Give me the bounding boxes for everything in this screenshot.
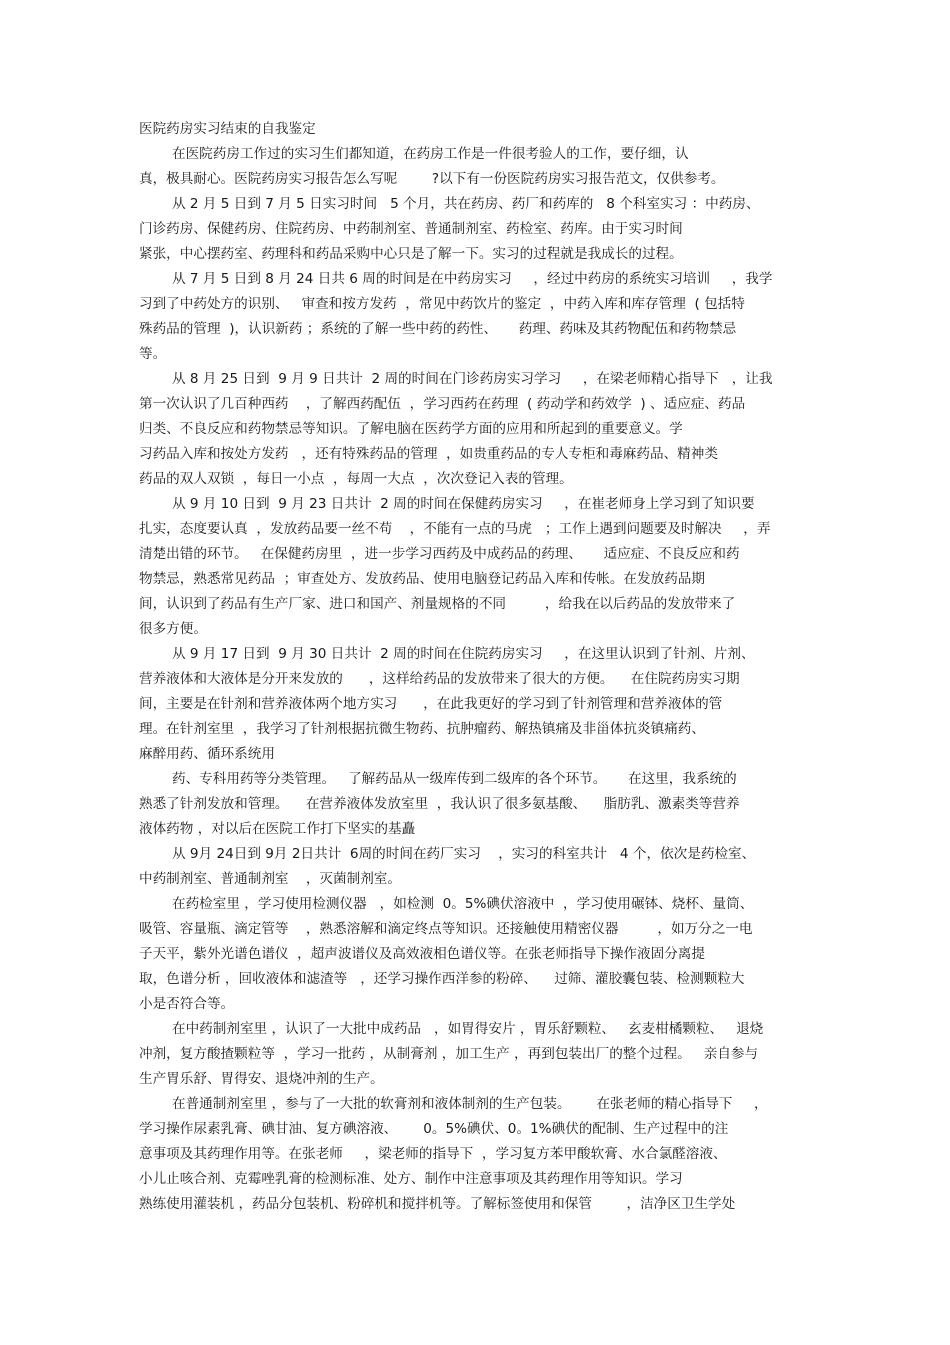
text-line: 熟悉了针剂发放和管理。 在营养液体发放室里 ，我认识了很多氨基酸、 脂肪乳、激素类等营养 [139,796,740,812]
text-line: 小儿止咳合剂、克霉唑乳膏的检测标准、处方、制作中注意事项及其药理作用等知识。学习 [139,1171,683,1187]
text-line: 物禁忌，熟悉常见药品 ；审查处方、发放药品、使用电脑登记药品入库和传帐。在发放药品期 [139,571,705,587]
text-line: 门诊药房、保健药房、住院药房、中药制剂室、普通制剂室、药检室、药库。由于实习时间 [139,221,683,237]
text-line: 药品的双人双锁 ，每日一小点 ，每周一大点 ，次次登记入表的管理。 [139,471,573,487]
text-line: 从 2 月 5 日到 7 月 5 日实习时间 5 个月，共在药房、药厂和药库的 8 个科室实习 ：中药房、 [172,196,760,212]
text-line: 殊药品的管理 )，认识新药 ；系统的了解一些中药的药性、 药理、药味及其药物配伍和药物禁忌 [139,321,737,337]
text-line: 紧张，中心摆药室、药理科和药品采购中心只是了解一下。实习的过程就是我成长的过程。 [139,246,683,262]
text-line: 很多方便。 [139,621,207,637]
text-line: 间，认识到了药品有生产厂家、进口和国产、剂量规格的不同 ，给我在以后药品的发放带来了 [139,596,736,612]
text-line: 中药制剂室、普通制剂室 ，灭菌制剂室。 [139,871,401,887]
text-line: 间，主要是在针剂和营养液体两个地方实习 ，在此我更好的学习到了针剂管理和营养液体的管 [139,696,723,712]
text-line: 麻醉用药、循环系统用 [139,746,275,762]
text-line: 从 9 月 17 日到 9 月 30 日共计 2 周的时间在住院药房实习 ，在这里认识到了针剂、片剂、 [172,646,755,662]
text-line: 在中药制剂室里 ，认识了一大批中成药品 ，如胃得安片 ，胃乐舒颗粒、 玄麦柑橘颗粒、 退烧 [172,1021,764,1037]
text-line: 习药品入库和按处方发药 ，还有特殊药品的管理 ，如贵重药品的专人专柜和毒麻药品、精神类 [139,446,718,462]
text-line: 等。 [139,346,167,362]
text-line: 真，极具耐心。医院药房实习报告怎么写呢 ?以下有一份医院药房实习报告范文，仅供参考。 [139,171,725,187]
document-title: 医院药房实习结束的自我鉴定 [139,121,316,137]
text-line: 从 9月 24日到 9月 2日共计 6周的时间在药厂实习 ，实习的科室共计 4 个，依次是药检室、 [172,846,756,862]
text-line: 从 9 月 10 日到 9 月 23 日共计 2 周的时间在保健药房实习 ，在崔老师身上学习到了知识要 [172,496,755,512]
text-line: 习到了中药处方的识别、 审查和按方发药 ，常见中药饮片的鉴定 ，中药入库和库存管理 ( 包括特 [139,296,745,312]
text-line: 生产胃乐舒、胃得安、退烧冲剂的生产。 [139,1071,384,1087]
text-line: 液体药物 ，对以后在医院工作打下坚实的基矗 [139,821,416,837]
text-line: 第一次认识了几百种西药 ，了解西药配伍 ，学习西药在药理 ( 药动学和药效学 ) 、适应症、药品 [139,396,746,412]
text-line: 熟练使用灌装机 ，药品分包装机、粉碎机和搅拌机等。了解标签使用和保管 ，洁净区卫生学处 [139,1196,736,1212]
text-line: 理。在针剂室里 ，我学习了针剂根据抗微生物药、抗肿瘤药、解热镇痛及非甾体抗炎镇痛药、 [139,721,705,737]
text-line: 吸管、容量瓶、滴定管等 ，熟悉溶解和滴定终点等知识。还接触使用精密仪器 ，如万分之一电 [139,921,753,937]
text-line: 药、专科用药等分类管理。 了解药品从一级库传到二级库的各个环节。 在这里，我系统的 [172,771,737,787]
text-line: 冲剂，复方酸揸颗粒等 ，学习一批药 ，从制膏剂 ，加工生产 ，再到包装出厂的整个过程。 亲自参与 [139,1046,759,1062]
text-line: 意事项及其药理作用等。在张老师 ，梁老师的指导下 ，学习复方苯甲酸软膏、水合氯醛溶液、 [139,1146,727,1162]
text-line: 在普通制剂室里 ，参与了一大批的软膏剂和液体制剂的生产包装。 在张老师的精心指导下 ， [172,1096,768,1112]
text-line: 小是否符合等。 [139,996,235,1012]
text-line: 学习操作尿素乳膏、碘甘油、复方碘溶液、 0。5%碘伏、0。1%碘伏的配制、生产过程中的注 [139,1121,729,1137]
text-line: 扎实，态度要认真 ，发放药品要一丝不苟 ，不能有一点的马虎 ；工作上遇到问题要及时解决 ，弄 [139,521,771,537]
text-line: 子天平，紫外光谱色谱仪 ，超声波谱仪及高效液相色谱仪等。在张老师指导下操作液固分离提 [139,946,705,962]
text-line: 归类、不良反应和药物禁忌等知识。了解电脑在医药学方面的应用和所起到的重要意义。学 [139,421,683,437]
text-line: 营养液体和大液体是分开来发放的 ，这样给药品的发放带来了很大的方便。 在住院药房实习期 [139,671,740,687]
text-line: 从 7 月 5 日到 8 月 24 日共 6 周的时间是在中药房实习 ，经过中药房的系统实习培训 ，我学 [172,271,773,287]
text-line: 在药检室里 ，学习使用检测仪器 ，如检测 0。5%碘伏溶液中 ，学习使用碾钵、烧杯、量筒、 [172,896,754,912]
text-line: 从 8 月 25 日到 9 月 9 日共计 2 周的时间在门诊药房实习学习 ，在梁老师精心指导下 ，让我 [172,371,773,387]
text-line: 在医院药房工作过的实习生们都知道，在药房工作是一件很考验人的工作，要仔细，认 [172,146,689,162]
text-line: 取，色谱分析 ，回收液体和滤渣等 ，还学习操作西洋参的粉碎、 过筛、灌胶囊包装、检测颗粒大 [139,971,745,987]
text-line: 清楚出错的环节。 在保健药房里 ，进一步学习西药及中成药品的药理、 适应症、不良反应和药 [139,546,740,562]
